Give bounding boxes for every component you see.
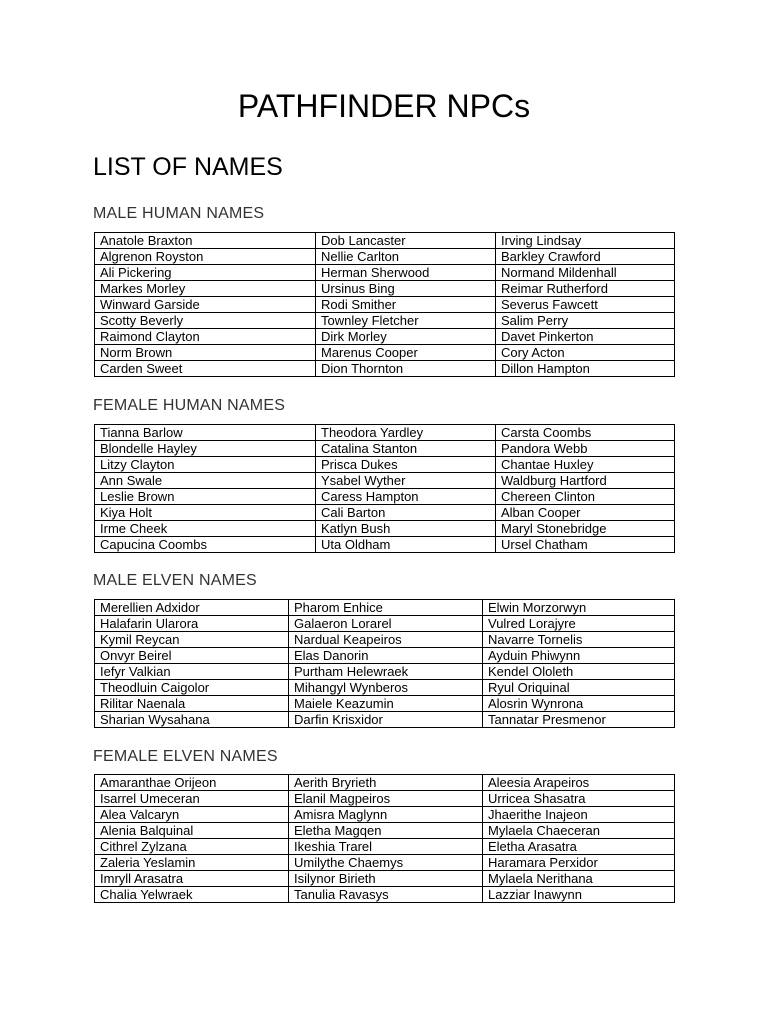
name-cell: Nardual Keapeiros — [289, 632, 483, 648]
section-heading-male-human: MALE HUMAN NAMES — [93, 205, 265, 222]
name-cell: Elas Danorin — [289, 648, 483, 664]
name-cell: Ann Swale — [95, 473, 316, 489]
table-row — [95, 648, 675, 664]
name-cell: Mylaela Chaeceran — [483, 823, 675, 839]
name-cell: Purtham Helewraek — [289, 664, 483, 680]
table-row — [95, 712, 675, 728]
name-cell: Salim Perry — [496, 313, 675, 329]
name-cell: Kendel Ololeth — [483, 664, 675, 680]
name-cell: Amaranthae Orijeon — [95, 775, 289, 791]
table-row — [95, 807, 675, 823]
name-cell: Cory Acton — [496, 345, 675, 361]
names-table-female-human — [94, 424, 675, 553]
name-cell: Sharian Wysahana — [95, 712, 289, 728]
table-row — [95, 441, 675, 457]
name-cell: Alea Valcaryn — [95, 807, 289, 823]
name-cell: Anatole Braxton — [95, 233, 316, 249]
name-cell: Irving Lindsay — [496, 233, 675, 249]
table-row — [95, 297, 675, 313]
name-cell: Irme Cheek — [95, 521, 316, 537]
name-cell: Halafarin Ularora — [95, 616, 289, 632]
name-cell: Elanil Magpeiros — [289, 791, 483, 807]
name-cell: Algrenon Royston — [95, 249, 316, 265]
name-cell: Dillon Hampton — [496, 361, 675, 377]
table-row — [95, 313, 675, 329]
name-cell: Waldburg Hartford — [496, 473, 675, 489]
table-row — [95, 249, 675, 265]
name-cell: Iefyr Valkian — [95, 664, 289, 680]
name-cell: Merellien Adxidor — [95, 600, 289, 616]
name-cell: Tannatar Presmenor — [483, 712, 675, 728]
table-row — [95, 823, 675, 839]
name-cell: Aerith Bryrieth — [289, 775, 483, 791]
name-cell: Vulred Lorajyre — [483, 616, 675, 632]
table-row — [95, 680, 675, 696]
name-cell: Urricea Shasatra — [483, 791, 675, 807]
list-of-names-heading: LIST OF NAMES — [93, 153, 283, 181]
name-cell: Isilynor Birieth — [289, 871, 483, 887]
name-cell: Rodi Smither — [316, 297, 496, 313]
table-row — [95, 361, 675, 377]
name-cell: Kiya Holt — [95, 505, 316, 521]
table-row — [95, 616, 675, 632]
table-row — [95, 871, 675, 887]
name-cell: Herman Sherwood — [316, 265, 496, 281]
section-heading-female-elven: FEMALE ELVEN NAMES — [93, 748, 278, 765]
table-row — [95, 265, 675, 281]
name-cell: Rilitar Naenala — [95, 696, 289, 712]
name-cell: Townley Fletcher — [316, 313, 496, 329]
table-row — [95, 425, 675, 441]
name-cell: Norm Brown — [95, 345, 316, 361]
name-cell: Ayduin Phiwynn — [483, 648, 675, 664]
name-cell: Umilythe Chaemys — [289, 855, 483, 871]
table-row — [95, 329, 675, 345]
name-cell: Ursinus Bing — [316, 281, 496, 297]
name-cell: Cali Barton — [316, 505, 496, 521]
name-cell: Imryll Arasatra — [95, 871, 289, 887]
name-cell: Blondelle Hayley — [95, 441, 316, 457]
name-cell: Eletha Arasatra — [483, 839, 675, 855]
name-cell: Reimar Rutherford — [496, 281, 675, 297]
name-cell: Ursel Chatham — [496, 537, 675, 553]
name-cell: Marenus Cooper — [316, 345, 496, 361]
name-cell: Alban Cooper — [496, 505, 675, 521]
table-row — [95, 600, 675, 616]
name-cell: Davet Pinkerton — [496, 329, 675, 345]
table-row — [95, 345, 675, 361]
table-row — [95, 457, 675, 473]
name-cell: Ikeshia Trarel — [289, 839, 483, 855]
name-cell: Dion Thornton — [316, 361, 496, 377]
name-cell: Amisra Maglynn — [289, 807, 483, 823]
name-cell: Caress Hampton — [316, 489, 496, 505]
name-cell: Onvyr Beirel — [95, 648, 289, 664]
name-cell: Jhaerithe Inajeon — [483, 807, 675, 823]
names-table-male-elven — [94, 599, 675, 728]
name-cell: Galaeron Lorarel — [289, 616, 483, 632]
table-row — [95, 887, 675, 903]
name-cell: Litzy Clayton — [95, 457, 316, 473]
page-title: PATHFINDER NPCs — [237, 88, 531, 124]
name-cell: Catalina Stanton — [316, 441, 496, 457]
table-row — [95, 664, 675, 680]
name-cell: Winward Garside — [95, 297, 316, 313]
name-cell: Alosrin Wynrona — [483, 696, 675, 712]
table-row — [95, 473, 675, 489]
names-table-female-elven — [94, 774, 675, 903]
name-cell: Markes Morley — [95, 281, 316, 297]
section-heading-female-human: FEMALE HUMAN NAMES — [93, 397, 286, 414]
name-cell: Pharom Enhice — [289, 600, 483, 616]
name-cell: Uta Oldham — [316, 537, 496, 553]
name-cell: Maryl Stonebridge — [496, 521, 675, 537]
name-cell: Kymil Reycan — [95, 632, 289, 648]
name-cell: Prisca Dukes — [316, 457, 496, 473]
section-heading-male-elven: MALE ELVEN NAMES — [93, 572, 257, 589]
name-cell: Darfin Krisxidor — [289, 712, 483, 728]
name-cell: Ali Pickering — [95, 265, 316, 281]
name-cell: Mihangyl Wynberos — [289, 680, 483, 696]
name-cell: Elwin Morzorwyn — [483, 600, 675, 616]
name-cell: Theodluin Caigolor — [95, 680, 289, 696]
name-cell: Lazziar Inawynn — [483, 887, 675, 903]
table-row — [95, 537, 675, 553]
name-cell: Aleesia Arapeiros — [483, 775, 675, 791]
name-cell: Chalia Yelwraek — [95, 887, 289, 903]
table-row — [95, 839, 675, 855]
table-row — [95, 505, 675, 521]
name-cell: Theodora Yardley — [316, 425, 496, 441]
name-cell: Zaleria Yeslamin — [95, 855, 289, 871]
table-row — [95, 489, 675, 505]
name-cell: Isarrel Umeceran — [95, 791, 289, 807]
name-cell: Katlyn Bush — [316, 521, 496, 537]
name-cell: Normand Mildenhall — [496, 265, 675, 281]
table-row — [95, 696, 675, 712]
name-cell: Dob Lancaster — [316, 233, 496, 249]
name-cell: Barkley Crawford — [496, 249, 675, 265]
name-cell: Haramara Perxidor — [483, 855, 675, 871]
name-cell: Raimond Clayton — [95, 329, 316, 345]
name-cell: Severus Fawcett — [496, 297, 675, 313]
name-cell: Pandora Webb — [496, 441, 675, 457]
table-row — [95, 855, 675, 871]
name-cell: Ysabel Wyther — [316, 473, 496, 489]
table-row — [95, 791, 675, 807]
name-cell: Tianna Barlow — [95, 425, 316, 441]
name-cell: Eletha Magqen — [289, 823, 483, 839]
name-cell: Tanulia Ravasys — [289, 887, 483, 903]
table-row — [95, 632, 675, 648]
name-cell: Scotty Beverly — [95, 313, 316, 329]
name-cell: Chantae Huxley — [496, 457, 675, 473]
name-cell: Capucina Coombs — [95, 537, 316, 553]
table-row — [95, 775, 675, 791]
name-cell: Leslie Brown — [95, 489, 316, 505]
name-cell: Carsta Coombs — [496, 425, 675, 441]
table-row — [95, 521, 675, 537]
table-row — [95, 233, 675, 249]
name-cell: Carden Sweet — [95, 361, 316, 377]
names-table-male-human — [94, 232, 675, 377]
name-cell: Ryul Oriquinal — [483, 680, 675, 696]
name-cell: Maiele Keazumin — [289, 696, 483, 712]
name-cell: Alenia Balquinal — [95, 823, 289, 839]
name-cell: Cithrel Zylzana — [95, 839, 289, 855]
name-cell: Nellie Carlton — [316, 249, 496, 265]
table-row — [95, 281, 675, 297]
name-cell: Navarre Tornelis — [483, 632, 675, 648]
name-cell: Chereen Clinton — [496, 489, 675, 505]
name-cell: Dirk Morley — [316, 329, 496, 345]
name-cell: Mylaela Nerithana — [483, 871, 675, 887]
